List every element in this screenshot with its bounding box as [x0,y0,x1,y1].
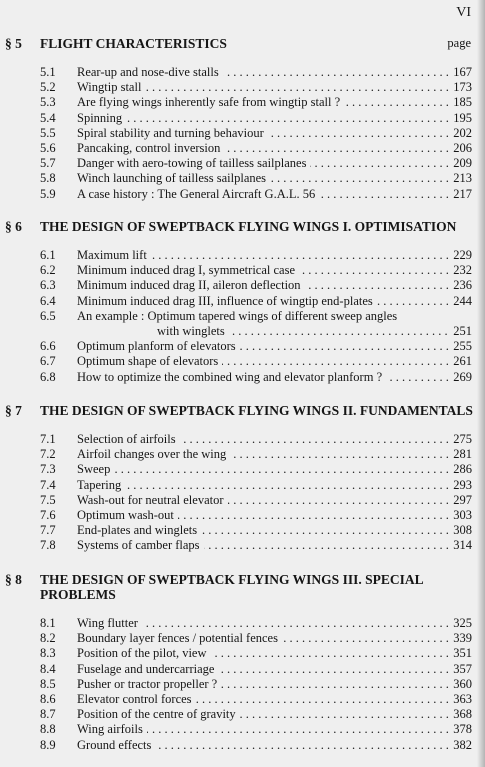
entry-number: 8.5 [40,676,56,691]
toc-entry[interactable] [0,722,485,737]
page-column-header: page [447,36,471,50]
toc-entry[interactable] [0,278,485,293]
toc-entry[interactable] [0,111,485,126]
entry-title: Sweep [77,462,114,476]
entry-page-number: 382 [453,737,472,752]
entry-leader [77,339,449,354]
entry-page-number: 167 [453,65,472,79]
section-number: § 7 [5,403,22,418]
entry-leader [77,65,449,80]
toc-entry[interactable] [0,95,485,110]
entry-page-number: 286 [453,462,472,477]
entry-number: 5.6 [40,141,56,155]
entry-number: 8.9 [40,737,56,752]
entry-page-number: 368 [453,707,472,722]
entry-number: 7.2 [40,447,56,462]
entry-title: Pancaking, control inversion [77,141,224,155]
entry-page-number: 229 [453,248,472,262]
entry-page-number: 325 [453,616,472,630]
entry-title: Minimum induced drag II, aileron deflection [77,278,305,292]
entry-number: 5.9 [40,186,56,201]
roman-page-number: VI [456,5,471,20]
entry-number: 6.1 [40,248,56,262]
entry-page-number: 206 [453,141,472,155]
entry-leader [77,677,449,692]
entry-number: 6.5 [40,308,56,323]
entry-page-number: 275 [453,432,472,446]
toc-entry[interactable] [0,616,485,631]
entry-title: Fuselage and undercarriage [77,662,218,676]
entry-number: 7.6 [40,508,56,522]
section-title: THE DESIGN OF SWEPTBACK FLYING WINGS III. SPECIAL PROBLEMS [40,572,423,602]
toc-entry[interactable] [0,538,485,553]
entry-page-number: 255 [453,339,472,354]
entry-leader [77,722,449,737]
entry-title: A case history : The General Aircraft G.A.L. 56 [77,187,319,201]
entry-page-number: 261 [453,354,472,369]
entry-title: Rear-up and nose-dive stalls [77,65,223,79]
entry-title: Danger with aero-towing of tailless sailplanes [77,156,310,170]
toc-entry[interactable] [0,294,485,309]
entry-page-number: 232 [453,263,472,278]
section-number: § 8 [5,572,22,587]
entry-leader [77,263,449,278]
entry-page-number: 378 [453,722,472,737]
entry-page-number: 303 [453,508,472,522]
toc-entry[interactable] [0,462,485,477]
entry-page-number: 269 [453,369,472,384]
entry-leader [77,278,449,293]
entry-number: 5.2 [40,80,56,95]
toc-entry[interactable] [0,309,485,324]
entry-page-number: 363 [453,692,472,706]
entry-leader [77,156,449,171]
entry-page-number: 251 [453,324,472,338]
entry-title: Wingtip stall [77,80,145,94]
section-title: FLIGHT CHARACTERISTICS [40,36,227,51]
entry-title: Selection of airfoils [77,432,180,446]
entry-number: 8.4 [40,661,56,676]
section-number: § 5 [5,36,22,51]
entry-leader [77,538,449,553]
entry-title: End-plates and winglets [77,523,201,537]
entry-page-number: 351 [453,646,472,661]
entry-number: 5.4 [40,110,56,125]
entry-number: 6.8 [40,369,56,384]
entry-number: 5.7 [40,156,56,171]
toc-entry[interactable] [0,141,485,156]
entry-number: 7.7 [40,523,56,538]
entry-leader [77,523,449,538]
entry-title: Wing flutter [77,616,142,630]
entry-number: 8.1 [40,616,56,630]
entry-leader [77,370,449,385]
entry-leader [77,187,449,202]
entry-title: Optimum wash-out [77,508,178,522]
entry-leader [77,309,485,324]
entry-page-number: 281 [453,447,472,462]
entry-title: Systems of camber flaps [77,538,204,552]
entry-leader [77,662,449,677]
entry-page-number: 217 [453,186,472,201]
entry-leader [77,738,449,753]
toc-entry[interactable] [0,263,485,278]
entry-page-number: 357 [453,661,472,676]
entry-page-number: 360 [453,676,472,691]
entry-number: 7.5 [40,492,56,507]
entry-number: 8.8 [40,722,56,737]
entry-leader [77,80,449,95]
entry-title: Winch launching of tailless sailplanes [77,171,270,185]
entry-number: 5.1 [40,65,56,79]
page-edge-shadow [477,0,485,767]
toc-entry[interactable] [0,248,485,263]
entry-title: Wash-out for neutral elevator [77,493,228,507]
toc-entry[interactable] [0,65,485,80]
entry-page-number: 185 [453,95,472,110]
entry-title: Spiral stability and turning behaviour [77,126,268,140]
section-title: THE DESIGN OF SWEPTBACK FLYING WINGS II. FUNDAMENTALS [40,403,473,418]
entry-leader [77,508,449,523]
toc-entry[interactable] [0,646,485,661]
entry-title: Ground effects [77,738,155,752]
toc-entry[interactable] [0,370,485,385]
entry-title: Optimum shape of elevators [77,354,222,368]
toc-entry[interactable] [0,187,485,202]
entry-number: 6.3 [40,278,56,293]
entry-title: Boundary layer fences / potential fences [77,631,282,645]
entry-leader [77,141,449,156]
entry-title: Wing airfoils [77,722,147,736]
entry-title: How to optimize the combined wing and elevator planform ? [77,370,386,384]
entry-number: 7.8 [40,538,56,553]
toc-entry[interactable] [0,354,485,369]
toc-entry[interactable] [0,126,485,141]
entry-leader [77,432,449,447]
entry-leader [77,447,449,462]
entry-title: with winglets [157,324,229,338]
entry-number: 8.6 [40,692,56,706]
entry-page-number: 195 [453,110,472,125]
entry-page-number: 339 [453,631,472,646]
entry-title: An example : Optimum tapered wings of different sweep angles [77,309,401,323]
entry-leader [77,354,449,369]
entry-page-number: 297 [453,492,472,507]
entry-number: 5.5 [40,125,56,140]
entry-leader [77,478,449,493]
entry-leader [77,646,449,661]
entry-leader [77,707,449,722]
entry-title: Position of the centre of gravity [77,707,240,721]
toc-entry[interactable] [0,738,485,753]
toc-entry[interactable] [0,508,485,523]
entry-number: 7.4 [40,477,56,492]
entry-page-number: 236 [453,278,472,293]
toc-entry[interactable] [0,156,485,171]
entry-page-number: 293 [453,477,472,492]
entry-title: Elevator control forces [77,692,196,706]
toc-entry[interactable] [0,447,485,462]
entry-page-number: 173 [453,80,472,95]
entry-leader [77,616,449,631]
entry-title: Airfoil changes over the wing [77,447,230,461]
entry-page-number: 213 [453,171,472,186]
entry-leader [77,493,449,508]
toc-entry[interactable] [0,324,485,339]
toc-entry[interactable] [0,339,485,354]
entry-title: Tapering [77,478,125,492]
entry-leader [77,294,449,309]
toc-entry[interactable] [0,692,485,707]
section-number: § 6 [5,219,22,234]
entry-leader [77,248,449,263]
entry-title: Minimum induced drag I, symmetrical case [77,263,299,277]
entry-page-number: 314 [453,538,472,553]
toc-entry[interactable] [0,478,485,493]
entry-leader [77,111,449,126]
toc-entry[interactable] [0,631,485,646]
toc-entry[interactable] [0,523,485,538]
entry-number: 8.7 [40,707,56,722]
entry-number: 5.8 [40,171,56,186]
entry-number: 6.6 [40,339,56,354]
toc-entry[interactable] [0,662,485,677]
entry-title: Minimum induced drag III, influence of wingtip end-plates [77,294,377,308]
entry-title: Pusher or tractor propeller ? [77,677,221,691]
entry-number: 6.7 [40,354,56,369]
entry-page-number: 209 [453,156,472,171]
entry-number: 7.3 [40,462,56,477]
entry-number: 7.1 [40,432,56,446]
toc-entry[interactable] [0,677,485,692]
entry-leader [77,171,449,186]
entry-leader [77,462,449,477]
entry-page-number: 244 [453,293,472,308]
entry-number: 8.3 [40,646,56,661]
entry-leader [77,126,449,141]
toc-entry[interactable] [0,432,485,447]
entry-number: 5.3 [40,95,56,110]
entry-page-number: 202 [453,125,472,140]
entry-page-number: 308 [453,523,472,538]
entry-title: Position of the pilot, view [77,646,211,660]
toc-entry[interactable] [0,80,485,95]
entry-leader [77,631,449,646]
toc-entry[interactable] [0,493,485,508]
entry-leader [77,692,449,707]
entry-leader [157,324,449,339]
entry-title: Spinning [77,111,126,125]
entry-title: Maximum lift [77,248,151,262]
toc-entry[interactable] [0,707,485,722]
entry-number: 6.4 [40,293,56,308]
toc-entry[interactable] [0,171,485,186]
entry-title: Optimum planform of elevators [77,339,240,353]
entry-title: Are flying wings inherently safe from wingtip stall ? [77,95,344,109]
entry-number: 6.2 [40,263,56,278]
entry-number: 8.2 [40,631,56,646]
entry-leader [77,95,449,110]
section-title: THE DESIGN OF SWEPTBACK FLYING WINGS I. OPTIMISATION [40,219,457,234]
